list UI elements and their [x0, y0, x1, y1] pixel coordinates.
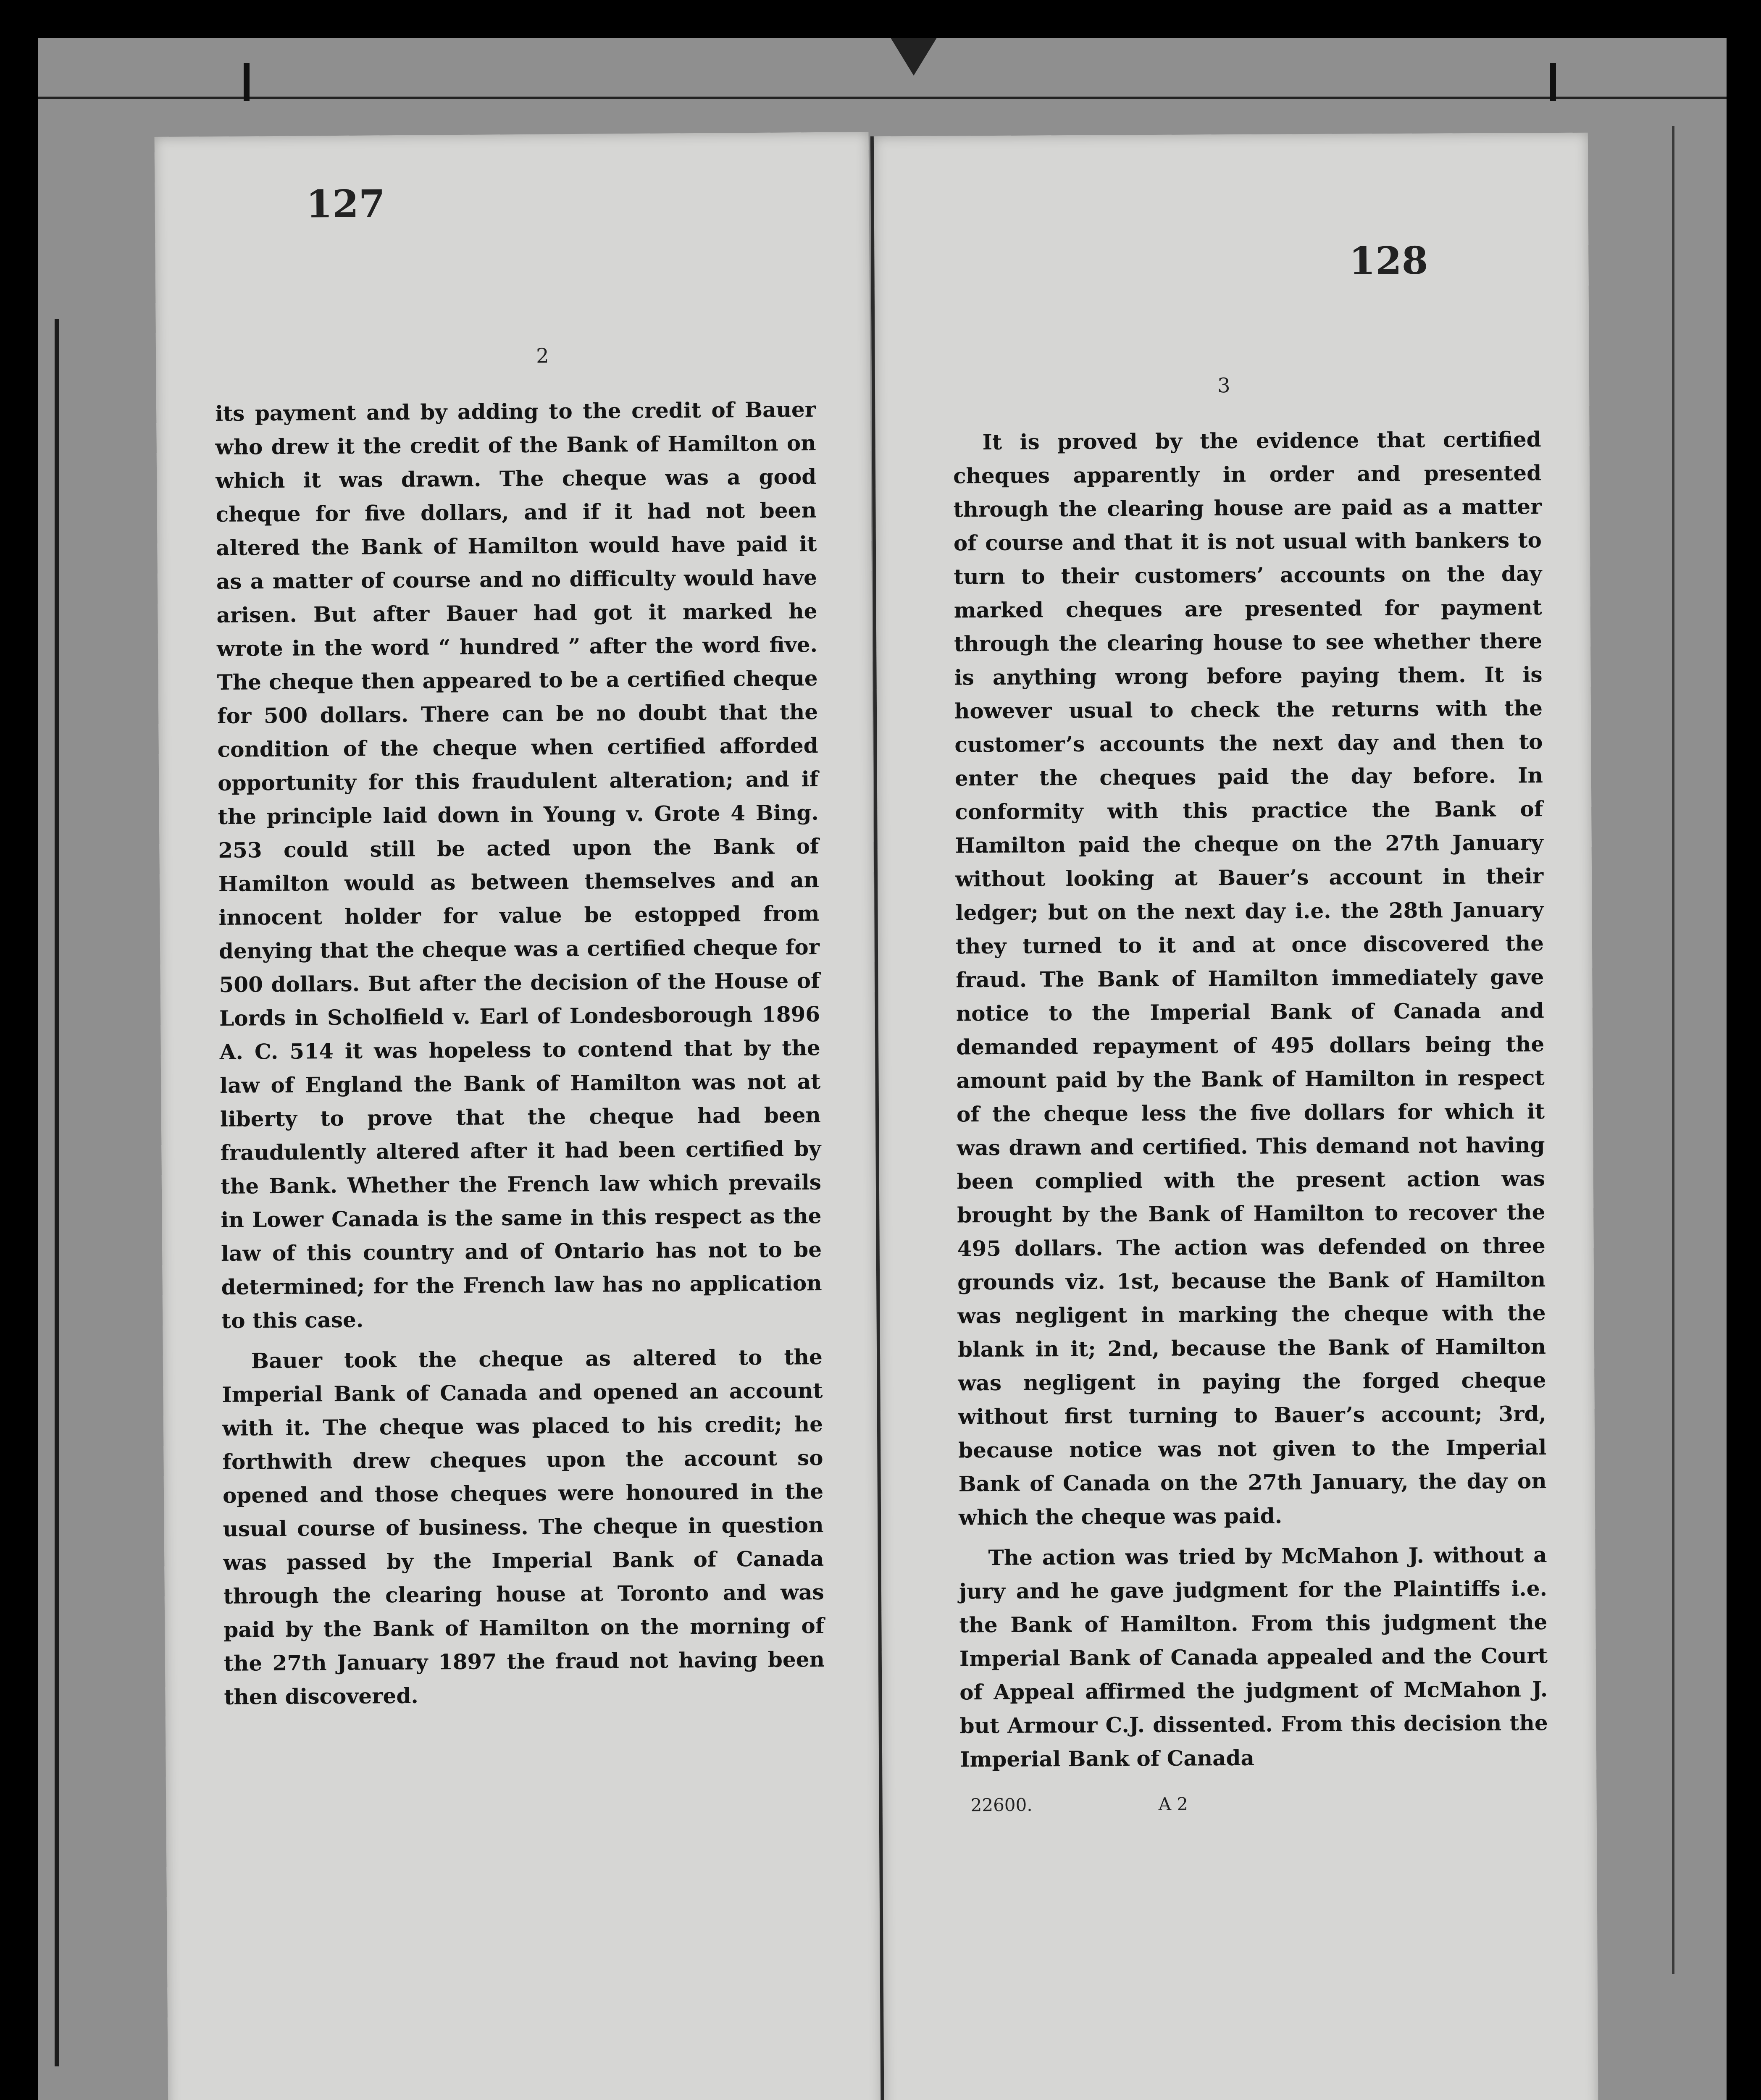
- left-page: [154, 132, 883, 2100]
- left-page-sub-number: 2: [536, 344, 549, 368]
- left-page-number: 127: [306, 181, 385, 227]
- left-margin-rule: [55, 319, 59, 2066]
- left-paragraph-1: its payment and by adding to the credit of Bauer who drew it the credit of the Bank of Hamilton on which it was drawn. The cheque was a good cheque for five dollars, and if it had not been altered the Bank of Hamilton would have paid it as a matter of course and no difficulty would have arisen. But after Bauer had got it marked he wrote in the word “ hundred ” after the word five. The cheque then appeared to be a certified cheque for 500 dollars. There can be no doubt that the condition of the cheque when certified afforded opportunity for this fraudulent alteration; and if the principle laid down in Young v. Grote 4 Bing. 253 could still be acted upon the Bank of Hamilton would as between themselves and an innocent holder for value be estopped from denying that the cheque was a certified cheque for 500 dollars. But after the decision of the House of Lords in Scholfield v. Earl of Londesborough 1896 A. C. 514 it was hopeless to contend that by the law of England the Bank of Hamilton was not at liberty to prove that the cheque had been fraudulently altered after it had been certified by the Bank. Whether the French law which prevails in Lower Canada is the same in this respect as the law of this country and of Ontario has not to be determined; for the French law has no application to this case.: [215, 397, 822, 1333]
- right-page-number: 128: [1349, 238, 1428, 284]
- frame-notch: [891, 38, 937, 76]
- left-page-body: [215, 393, 825, 1714]
- right-paragraph-1: It is proved by the evidence that certified cheques apparently in order and presented through the clearing house are paid as a matter of course and that it is not usual with bankers to turn to their customers’ accounts on the day marked cheques are presented for payment through the clearing house to see whether there is anything wrong before paying them. It is however usual to check the returns with the customer’s accounts the next day and then to enter the cheques paid the day before. In conformity with this practice the Bank of Hamilton paid the cheque on the 27th January without looking at Bauer’s account in their ledger; but on the next day i.e. the 28th January they turned to it and at once discovered the fraud. The Bank of Hamilton immediately gave notice to the Imperial Bank of Canada and demanded repayment of 495 dollars being the amount paid by the Bank of Hamilton in respect of the cheque less the five dollars for which it was drawn and certified. This demand not having been complied with the present action was brought by the Bank of Hamilton to recover the 495 dollars. The action was defended on three grounds viz. 1st, because the Bank of Hamilton was negligent in marking the cheque with the blank in it; 2nd, because the Bank of Hamilton was negligent in paying the forged cheque without first turning to Bauer’s account; 3rd, because notice was not given to the Imperial Bank of Canada on the 27th January, the day on which the cheque was paid.: [953, 427, 1547, 1530]
- right-page-footer: [971, 1792, 1517, 1816]
- left-paragraph-2: Bauer took the cheque as altered to the Imperial Bank of Canada and opened an account with it. The cheque was placed to his credit; he forthwith drew cheques upon the account so opened and those cheques were honoured in the usual course of business. The cheque in question was passed by the Imperial Bank of Canada through the clearing house at Toronto and was paid by the Bank of Hamilton on the morning of the 27th January 1897 the fraud not having been then discovered.: [222, 1344, 825, 1709]
- right-page-sub-number: 3: [1217, 374, 1230, 398]
- right-page: [870, 133, 1599, 2100]
- frame-tick-right: [1550, 63, 1556, 101]
- print-job-number: 22600.: [970, 1794, 1033, 1816]
- right-page-body: [953, 423, 1548, 1776]
- right-paragraph-2: The action was tried by McMahon J. without a jury and he gave judgment for the Plaintiffs i.e. the Bank of Hamilton. From this judgment the Imperial Bank of Canada appealed and the Court of Appeal affirmed the judgment of McMahon J. but Armour C.J. dissented. From this decision the Imperial Bank of Canada: [959, 1542, 1548, 1772]
- signature-mark: A 2: [1158, 1793, 1188, 1814]
- top-rule: [38, 97, 1727, 99]
- right-margin-rule: [1672, 126, 1674, 1974]
- frame-tick-left: [244, 63, 250, 101]
